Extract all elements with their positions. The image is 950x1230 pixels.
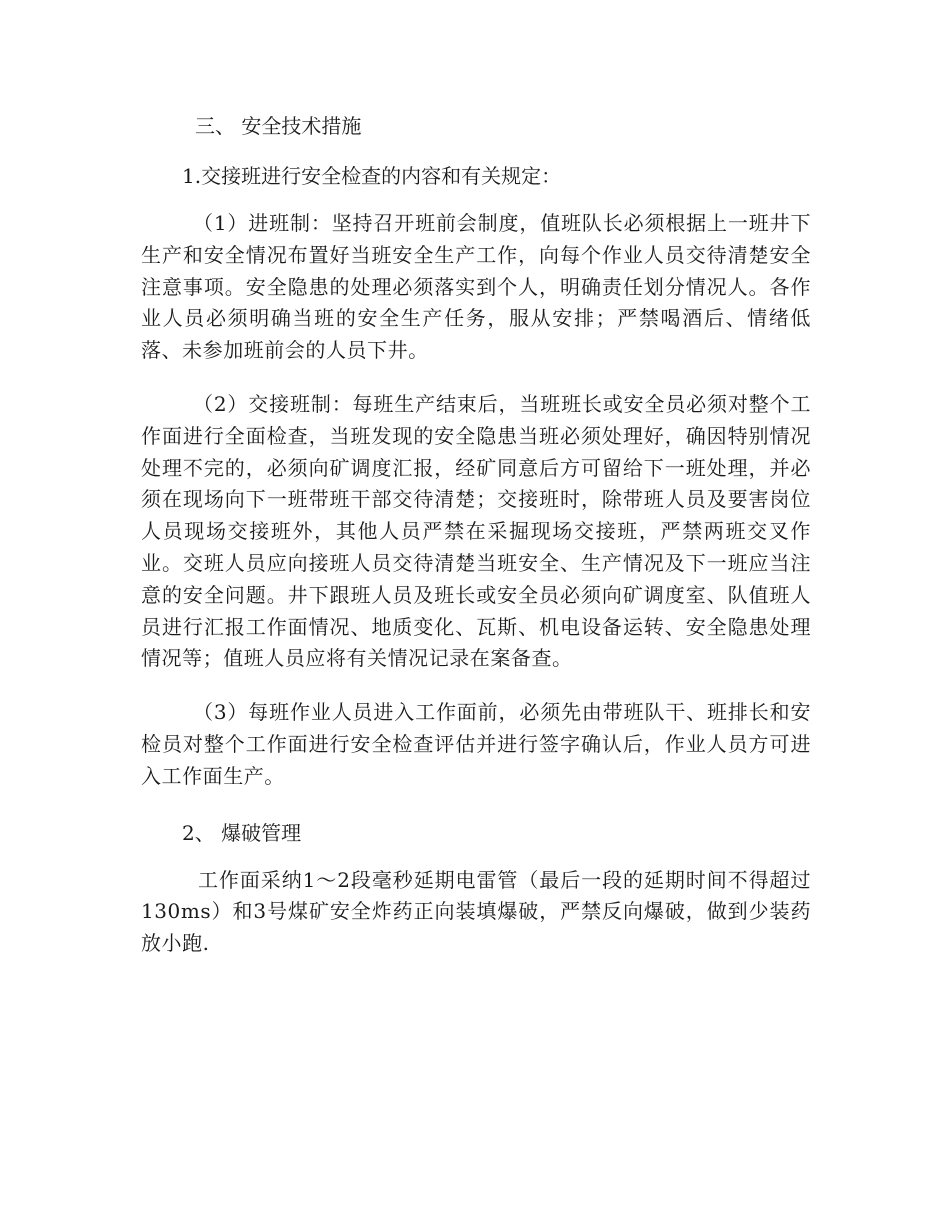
section-title: 三、 安全技术措施: [195, 114, 362, 138]
subsection-title-handover: 1.交接班进行安全检查的内容和有关规定：: [182, 164, 562, 188]
document-page: [141, 108, 811, 982]
paragraph-shift-handover: （2）交接班制：每班生产结束后，当班班长或安全员必须对整个工作面进行全面检查，当班发现的安全隐患当班必须处理好，确因特别情况处理不完的，必须向矿调度汇报，经矿同意后方可留给下一班处理，并必须在现场向下一班带班干部交待清楚；交接班时，除带班人员及要害岗位人员现场交接班外，其他人员严禁在采掘现场交接班，严禁两班交叉作业。交班人员应向接班人员交待清楚当班安全、生产情况及下一班应当注意的安全问题。井下跟班人员及班长或安全员必须向矿调度室、队值班人员进行汇报工作面情况、地质变化、瓦斯、机电设备运转、安全隐患处理情况等；值班人员应将有关情况记录在案备查。: [141, 391, 811, 671]
paragraph-blasting: 工作面采纳1～2段毫秒延期电雷管（最后一段的延期时间不得超过130ms）和3号煤矿安全炸药正向装填爆破，严禁反向爆破，做到少装药放小跑.: [141, 867, 811, 956]
paragraph-face-inspection: （3）每班作业人员进入工作面前，必须先由带班队干、班排长和安检员对整个工作面进行安全检查评估并进行签字确认后，作业人员方可进入工作面生产。: [141, 700, 811, 788]
paragraph-shift-entry: （1）进班制：坚持召开班前会制度，值班队长必须根据上一班井下生产和安全情况布置好当班安全生产工作，向每个作业人员交待清楚安全注意事项。安全隐患的处理必须落实到个人，明确责任划分情况人。各作业人员必须明确当班的安全生产任务，服从安排；严禁喝酒后、情绪低落、未参加班前会的人员下井。: [141, 211, 811, 363]
subsection-title-blasting: 2、 爆破管理: [182, 820, 302, 845]
